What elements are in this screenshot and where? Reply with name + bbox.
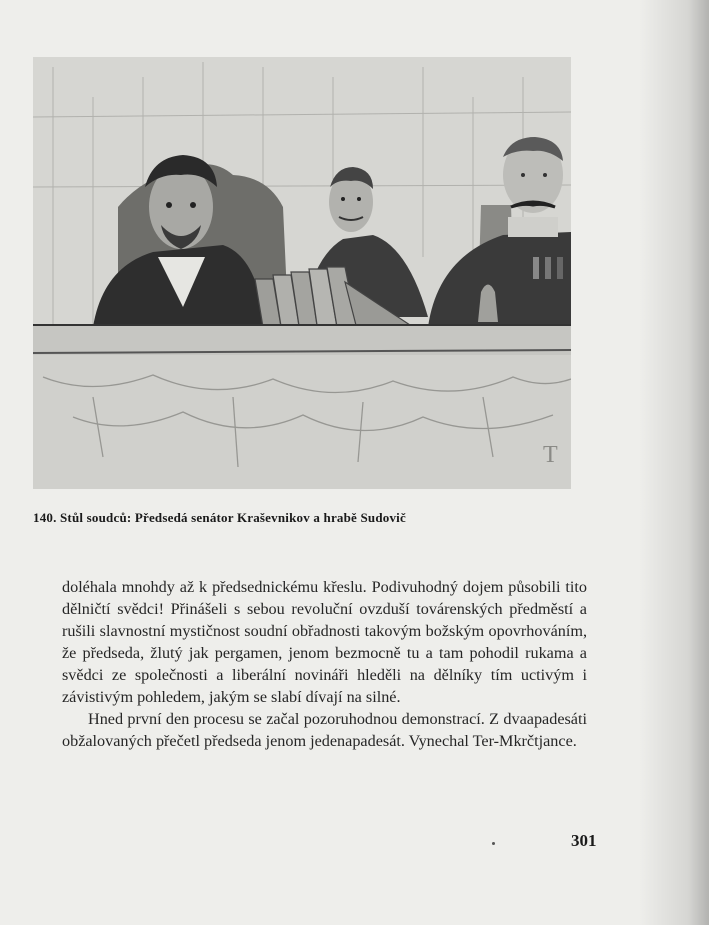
table-cloth xyxy=(33,355,571,489)
illustration-judges-table xyxy=(33,57,571,489)
body-text xyxy=(62,576,587,752)
page-number: 301 xyxy=(571,831,597,850)
stray-mark xyxy=(492,842,495,845)
artist-signature: T xyxy=(543,442,558,468)
figure-caption: 140. Stůl soudců: Předsedá senátor Kraševnikov a hrabě Sudovič xyxy=(33,510,406,525)
paragraph-2: Hned první den procesu se začal pozoruhodnou demonstrací. Z dvaapadesáti obžalovaných přečetl předseda jenom jedenapadesát. Vynechal Ter-Mkrčtjance. xyxy=(62,710,587,750)
page-edge-shadow xyxy=(639,0,709,925)
paragraph-1: doléhala mnohdy až k předsednickému křeslu. Podivuhodný dojem působili tito dělničtí svědci! Přinášeli s sebou revoluční ovzduší továrenských předměstí a rušili slavnostní mystičnost soudní obřadnosti takovým božským opovrhováním, že předseda, žlutý jak pergamen, jenom bezmocně tu a tam pohodil rukama a svědci ze společnosti a liberální novináři hleděli na dělníky tím uctivým i závistivým pohledem, jakým se slabí dívají na silné. xyxy=(62,578,587,706)
sketch-drawing xyxy=(33,57,571,489)
